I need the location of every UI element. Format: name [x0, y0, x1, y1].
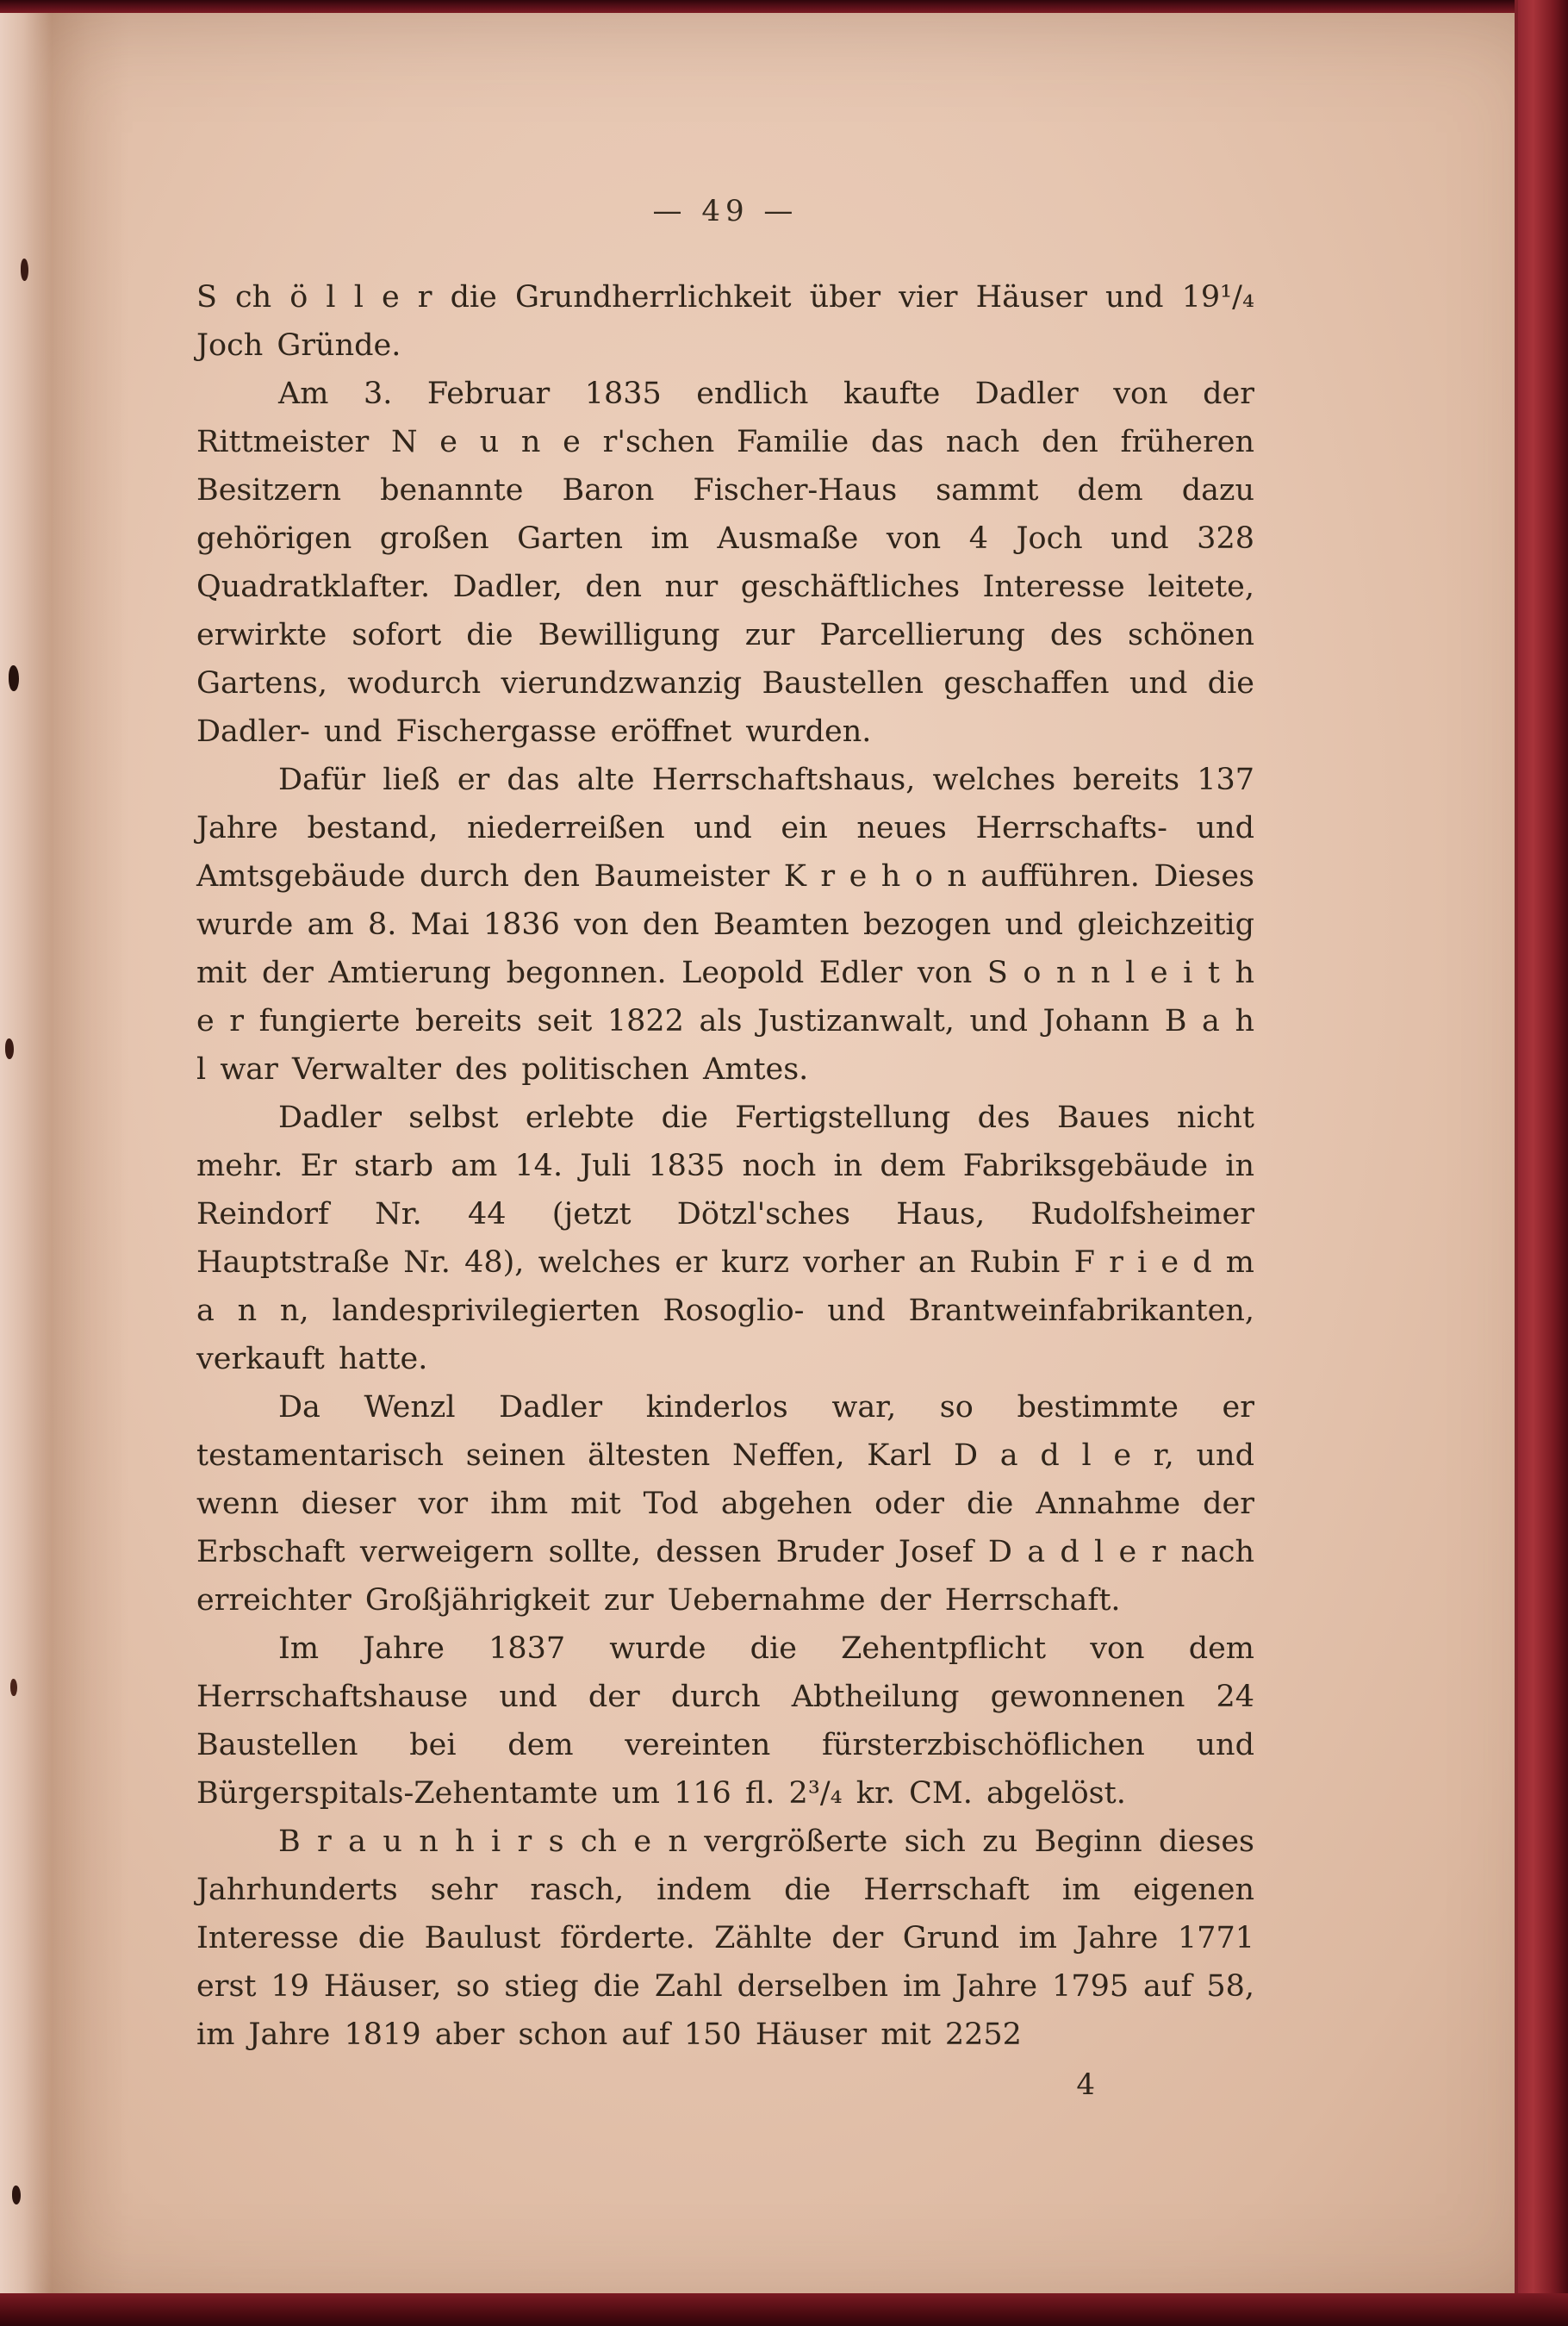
- paragraph: Dadler selbst erlebte die Fertigstellung des Baues nicht mehr. Er starb am 14. Juli 1835 noch in dem Fabriksgebäude in Reindorf Nr. 44 (jetzt Dötzl'sches Haus, Rudolfsheimer Hauptstraße Nr. 48), welches er kurz vorher an Rubin F r i e d m a n n, landesprivilegierten Rosoglio- und Brantweinfabrikanten, verkauft hatte.: [196, 1101, 1254, 1376]
- paragraph: B r a u n h i r s ch e n vergrößerte sich zu Beginn dieses Jahrhunderts sehr rasch, indem die Herrschaft im eigenen Interesse die Baulust förderte. Zählte der Grund im Jahre 1771 erst 19 Häuser, so stieg die Zahl derselben im Jahre 1795 auf 58, im Jahre 1819 aber schon auf 150 Häuser mit 2252: [196, 1824, 1254, 2052]
- paragraph: Im Jahre 1837 wurde die Zehentpflicht von dem Herrschaftshause und der durch Abtheilung gewonnenen 24 Baustellen bei dem vereinten fürsterzbischöflichen und Bürgerspitals-Zehentamte um 116 fl. 2³/₄ kr. CM. abgelöst.: [196, 1631, 1254, 1811]
- binding-mark: [10, 1679, 17, 1696]
- paragraph: Dafür ließ er das alte Herrschaftshaus, welches bereits 137 Jahre bestand, niederreißen und ein neues Herrschafts- und Amtsgebäude durch den Baumeister K r e h o n aufführen. Dieses wurde am 8. Mai 1836 von den Beamten bezogen und gleichzeitig mit der Amtierung begonnen. Leopold Edler von S o n n l e i t h e r fungierte bereits seit 1822 als Justizanwalt, und Johann B a h l war Verwalter des politischen Amtes.: [196, 763, 1254, 1087]
- text-block: [196, 273, 1254, 2059]
- paragraph: Am 3. Februar 1835 endlich kaufte Dadler von der Rittmeister N e u n e r'schen Familie das nach den früheren Besitzern benannte Baron Fischer-Haus sammt dem dazu gehörigen großen Garten im Ausmaße von 4 Joch und 328 Quadratklafter. Dadler, den nur geschäftliches Interesse leitete, erwirkte sofort die Bewilligung zur Parcellierung des schönen Gartens, wodurch vierundzwanzig Baustellen geschaffen und die Dadler- und Fischergasse eröffnet wurden.: [196, 377, 1254, 749]
- signature-mark: 4: [1076, 2067, 1095, 2102]
- page-content: [196, 194, 1254, 2109]
- book-cover-edge-right: [1515, 0, 1568, 2326]
- book-cover-edge-top: [0, 0, 1568, 13]
- binding-mark: [12, 2186, 21, 2204]
- paragraph: Da Wenzl Dadler kinderlos war, so bestimmte er testamentarisch seinen ältesten Neffen, Karl D a d l e r, und wenn dieser vor ihm mit Tod abgehen oder die Annahme der Erbschaft verweigern sollte, dessen Bruder Josef D a d l e r nach erreichter Großjährigkeit zur Uebernahme der Herrschaft.: [196, 1390, 1254, 1618]
- binding-mark: [21, 259, 28, 281]
- binding-shadow: [0, 0, 129, 2326]
- binding-mark: [5, 1038, 14, 1059]
- page-number: — 49 —: [652, 194, 799, 228]
- binding-mark: [9, 665, 19, 691]
- book-cover-edge-bottom: [0, 2293, 1568, 2326]
- paragraph: S ch ö l l e r die Grundherrlichkeit über vier Häuser und 19¹/₄ Joch Gründe.: [196, 280, 1254, 363]
